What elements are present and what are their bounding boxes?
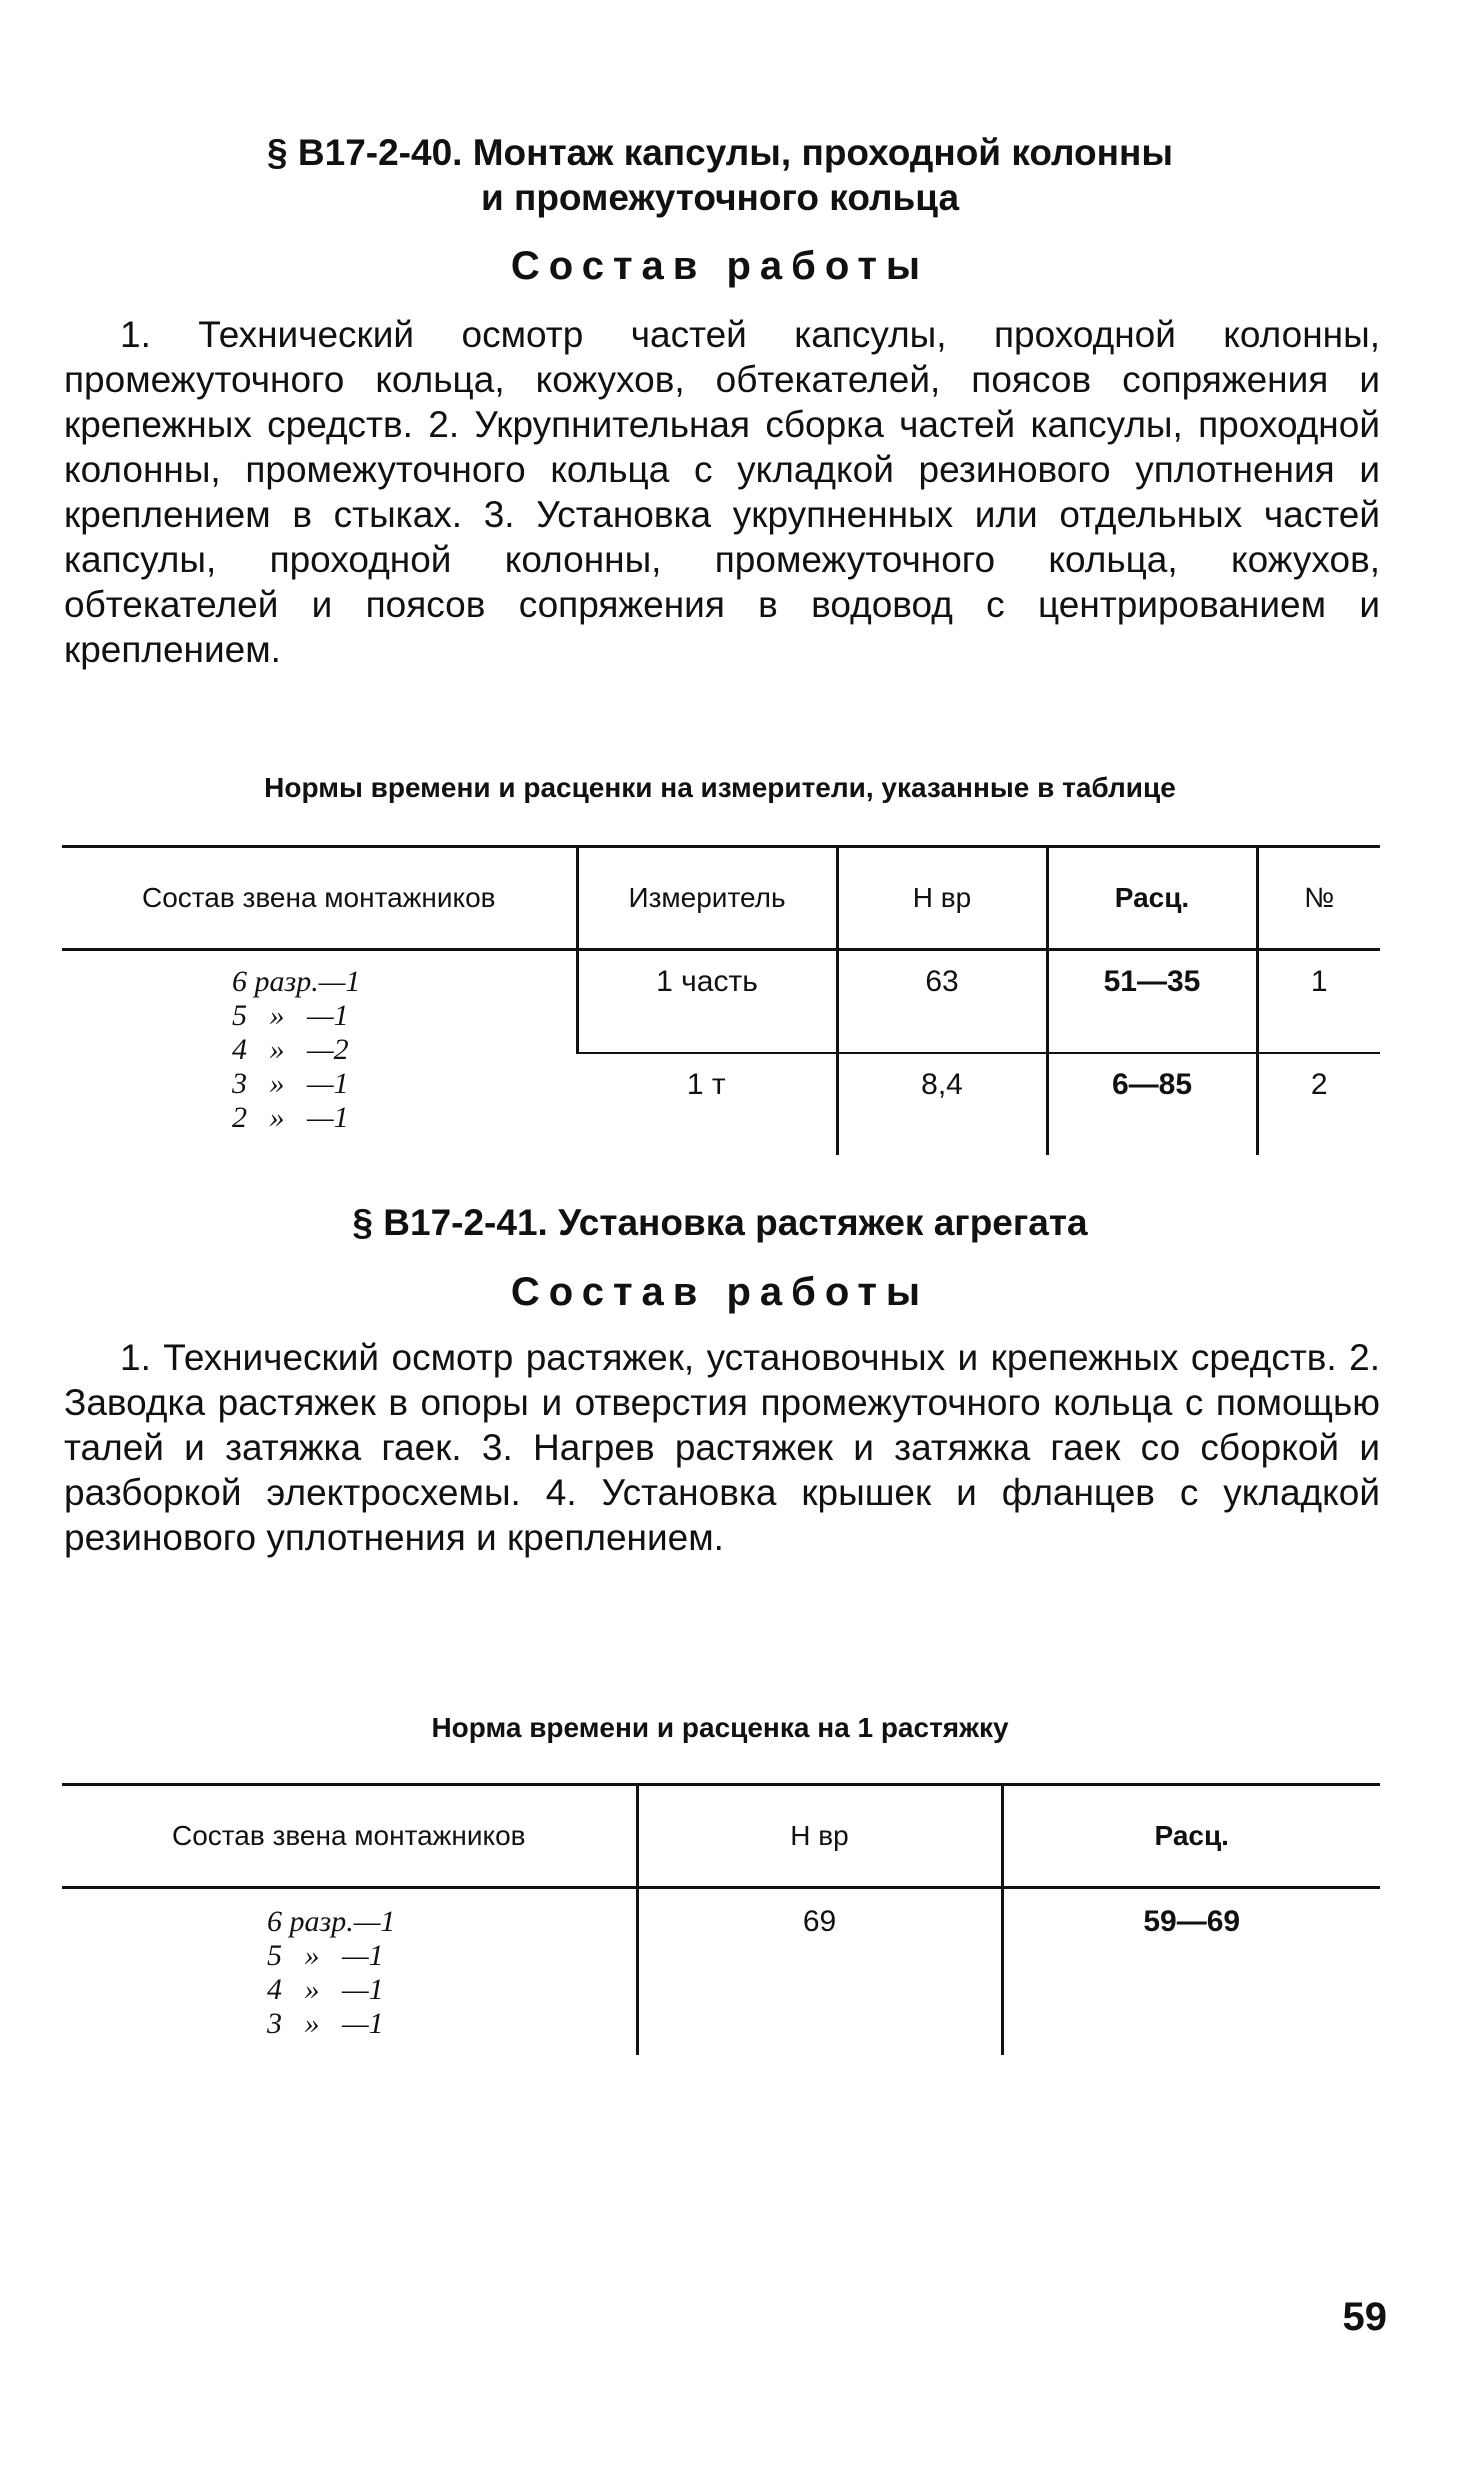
crew-line: 6 разр.—1 [232, 965, 361, 998]
cell-unit: 1 часть [577, 950, 837, 1054]
crew-line: 3 » —1 [232, 1067, 349, 1100]
norms-table-2 [62, 1783, 1380, 2055]
table-2-caption: Норма времени и расценка на 1 растяжку [431, 1712, 1009, 1743]
cell-rate: 6—85 [1047, 1053, 1257, 1155]
cell-unit: 1 т [686, 1068, 726, 1102]
crew-line: 5 » —1 [267, 1939, 384, 1972]
table-1-caption: Нормы времени и расценки на измерители, указанные в таблице [264, 772, 1176, 803]
crew-line: 3 » —1 [267, 2007, 384, 2040]
norms-table-1 [62, 845, 1380, 1155]
section-1-title-line-1: § В17-2-40. Монтаж капсулы, проходной колонны [267, 132, 1173, 173]
cell-hvr: 63 [837, 950, 1047, 1054]
header-crew: Состав звена монтажников [141, 882, 496, 913]
header-rate: Расц. [1047, 847, 1257, 950]
table-2-header-row [62, 1785, 1380, 1888]
crew-line: 2 » —1 [232, 1101, 349, 1134]
table-row [62, 950, 1380, 1054]
cell-number: 2 [1257, 1053, 1380, 1155]
crew-composition [62, 1888, 637, 2056]
header-hvr: Н вр [637, 1785, 1002, 1888]
cell-rate: 51—35 [1047, 950, 1257, 1054]
header-hvr: Н вр [837, 847, 1047, 950]
page-number: 59 [1342, 2295, 1387, 2339]
header-rate: Расц. [1002, 1785, 1380, 1888]
table-1-header-row [62, 847, 1380, 950]
header-unit: Измеритель [577, 847, 837, 950]
section-1-subtitle: Состав работы [510, 244, 930, 288]
crew-composition [62, 950, 577, 1156]
section-1-text: 1. Технический осмотр частей капсулы, проходной колонны, промежуточного кольца, кожухов, обтекателей, поясов сопряжения и крепежных средств. 2. Укрупнительная сборка частей капсулы, проходной колонны, промежуточного кольца с укладкой резинового уплотнения и креплением в стыках. 3. Установка укрупненных или отдельных частей капсулы, проходной колонны, промежуточного кольца, кожухов, обтекателей и поясов сопряжения в водовод с центрированием и креплением. [64, 314, 1380, 670]
cell-number: 1 [1257, 950, 1380, 1054]
section-2-title: § В17-2-41. Установка растяжек агрегата [352, 1202, 1088, 1243]
section-2-subtitle: Состав работы [510, 1270, 930, 1314]
cell-hvr: 8,4 [837, 1053, 1047, 1155]
crew-line: 5 » —1 [232, 999, 349, 1032]
crew-line: 4 » —2 [232, 1033, 349, 1066]
crew-line: 4 » —1 [267, 1973, 384, 2006]
table-row [62, 1888, 1380, 2056]
cell-rate: 59—69 [1002, 1888, 1380, 2056]
cell-hvr: 69 [637, 1888, 1002, 2056]
section-1-title-line-2: и промежуточного кольца [480, 177, 960, 218]
section-2-text: 1. Технический осмотр растяжек, установочных и крепежных средств. 2. Заводка растяжек в опоры и отверстия промежуточного кольца с помощью талей и затяжка гаек. 3. Нагрев растяжек и затяжка гаек со сборкой и разборкой электросхемы. 4. Установка крышек и фланцев с укладкой резинового уплотнения и креплением. [64, 1337, 1380, 1558]
header-crew: Состав звена монтажников [171, 1820, 526, 1851]
header-number: № [1257, 847, 1380, 950]
crew-line: 6 разр.—1 [267, 1905, 396, 1938]
